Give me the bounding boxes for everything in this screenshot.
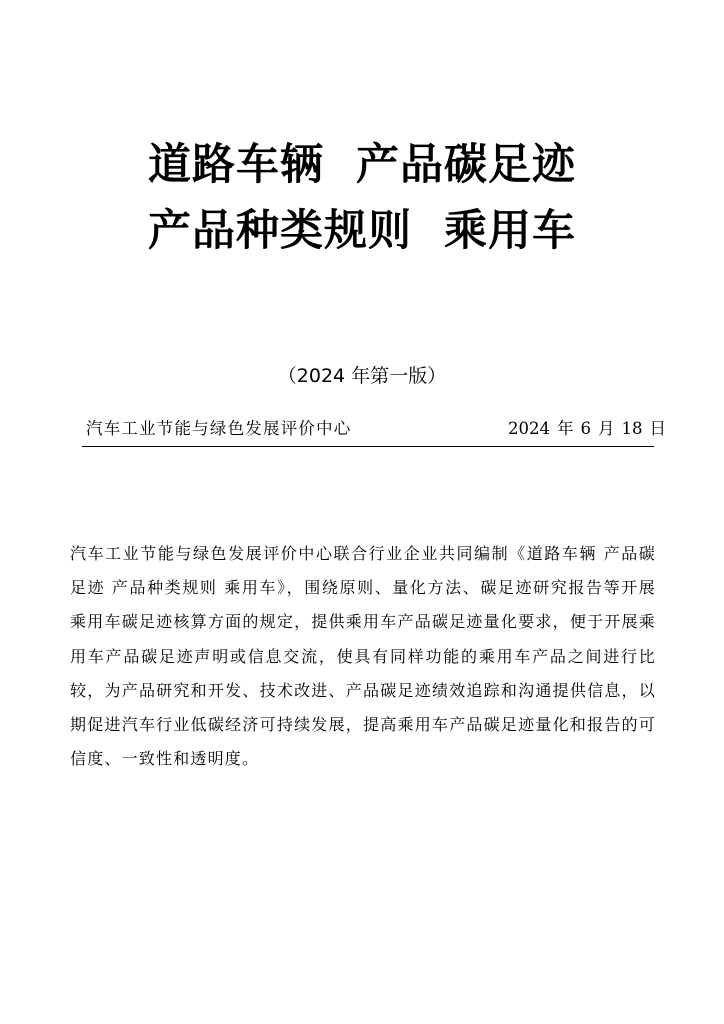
publication-date — [508, 417, 666, 441]
date-day: 18 — [621, 419, 643, 438]
date-month-unit: 月 — [598, 419, 615, 438]
issuing-organization: 汽车工业节能与绿色发展评价中心 — [86, 419, 352, 438]
document-title-line-1: 道路车辆 产品碳足迹 — [148, 140, 576, 190]
edition-label: （2024 年第一版） — [277, 365, 447, 387]
abstract-paragraph: 汽车工业节能与绿色发展评价中心联合行业企业共同编制《道路车辆 产品碳足迹 产品种类规则 乘用车》，围绕原则、量化方法、碳足迹研究报告等开展乘用车碳足迹核算方面的规定，提供乘用车产品碳足迹量化要求，便于开展乘用车产品碳足迹声明或信息交流，使具有同样功能的乘用车产品之间进行比较，为产品研究和开发、技术改进、产品碳足迹绩效追踪和沟通提供信息，以期促进汽车行业低碳经济可持续发展，提高乘用车产品碳足迹量化和报告的可信度、一致性和透明度。 — [70, 544, 656, 769]
date-day-unit: 日 — [649, 419, 666, 438]
document-title-line-2: 产品种类规则 乘用车 — [148, 206, 576, 256]
date-month: 6 — [580, 419, 591, 438]
date-year: 2024 — [508, 419, 550, 438]
date-year-unit: 年 — [557, 419, 574, 438]
header-divider — [82, 446, 654, 447]
